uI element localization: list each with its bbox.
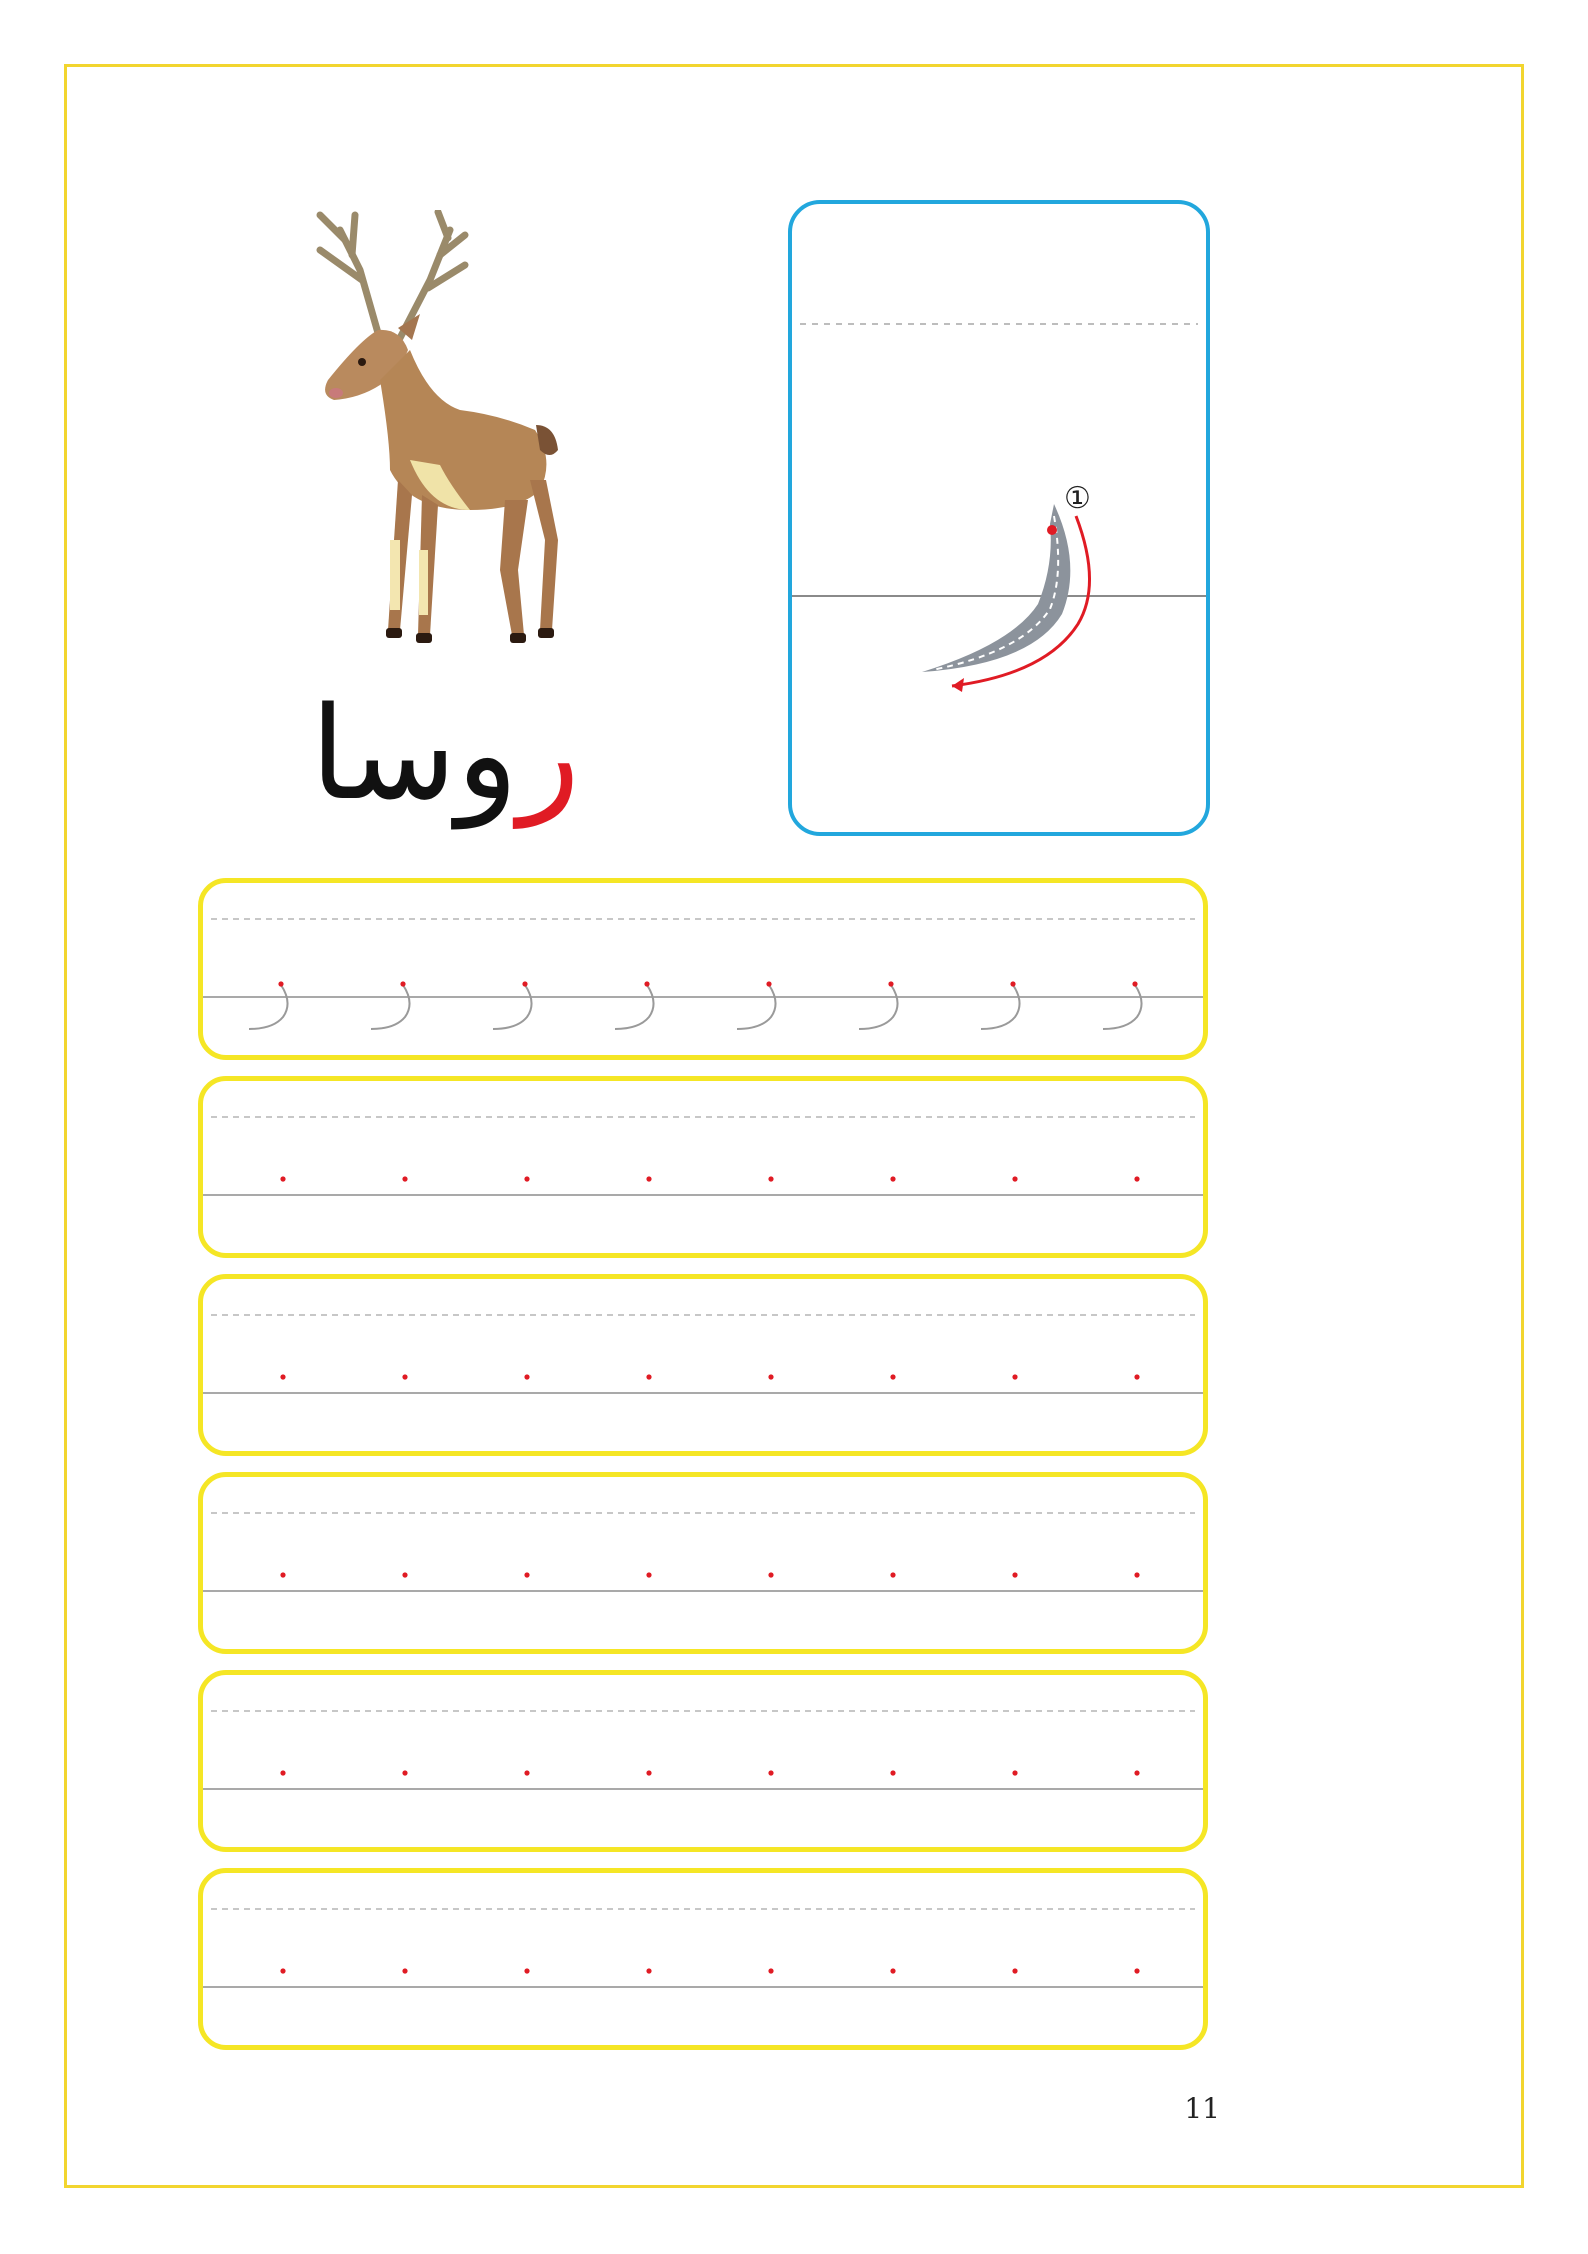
start-dot-group (280, 1572, 1139, 1577)
practice-row-traced[interactable] (198, 878, 1208, 1060)
practice-row-3[interactable] (198, 1274, 1208, 1456)
word-label (300, 680, 590, 830)
stroke-arrow-head (952, 678, 964, 692)
start-dot-group (280, 1176, 1139, 1181)
practice-row-5[interactable] (198, 1670, 1208, 1852)
stroke-guide-card (788, 200, 1210, 836)
stroke-start-dot (1047, 525, 1057, 535)
practice-row-6[interactable] (198, 1868, 1208, 2050)
practice-row-4[interactable] (198, 1472, 1208, 1654)
word-rest: وسا (310, 680, 519, 829)
stroke-number-label: ① (1064, 481, 1091, 516)
practice-row-2[interactable] (198, 1076, 1208, 1258)
start-dot-group (280, 1968, 1139, 1973)
page-number: 11 (1184, 2092, 1220, 2125)
start-dot-group (280, 1770, 1139, 1775)
start-dot-group (280, 1374, 1139, 1379)
word-first-letter: ر (518, 680, 580, 829)
traced-letter-group (249, 985, 1142, 1029)
deer-illustration (300, 210, 580, 670)
start-dot-group (278, 981, 1137, 986)
stroke-guide-diagram (792, 204, 1206, 832)
